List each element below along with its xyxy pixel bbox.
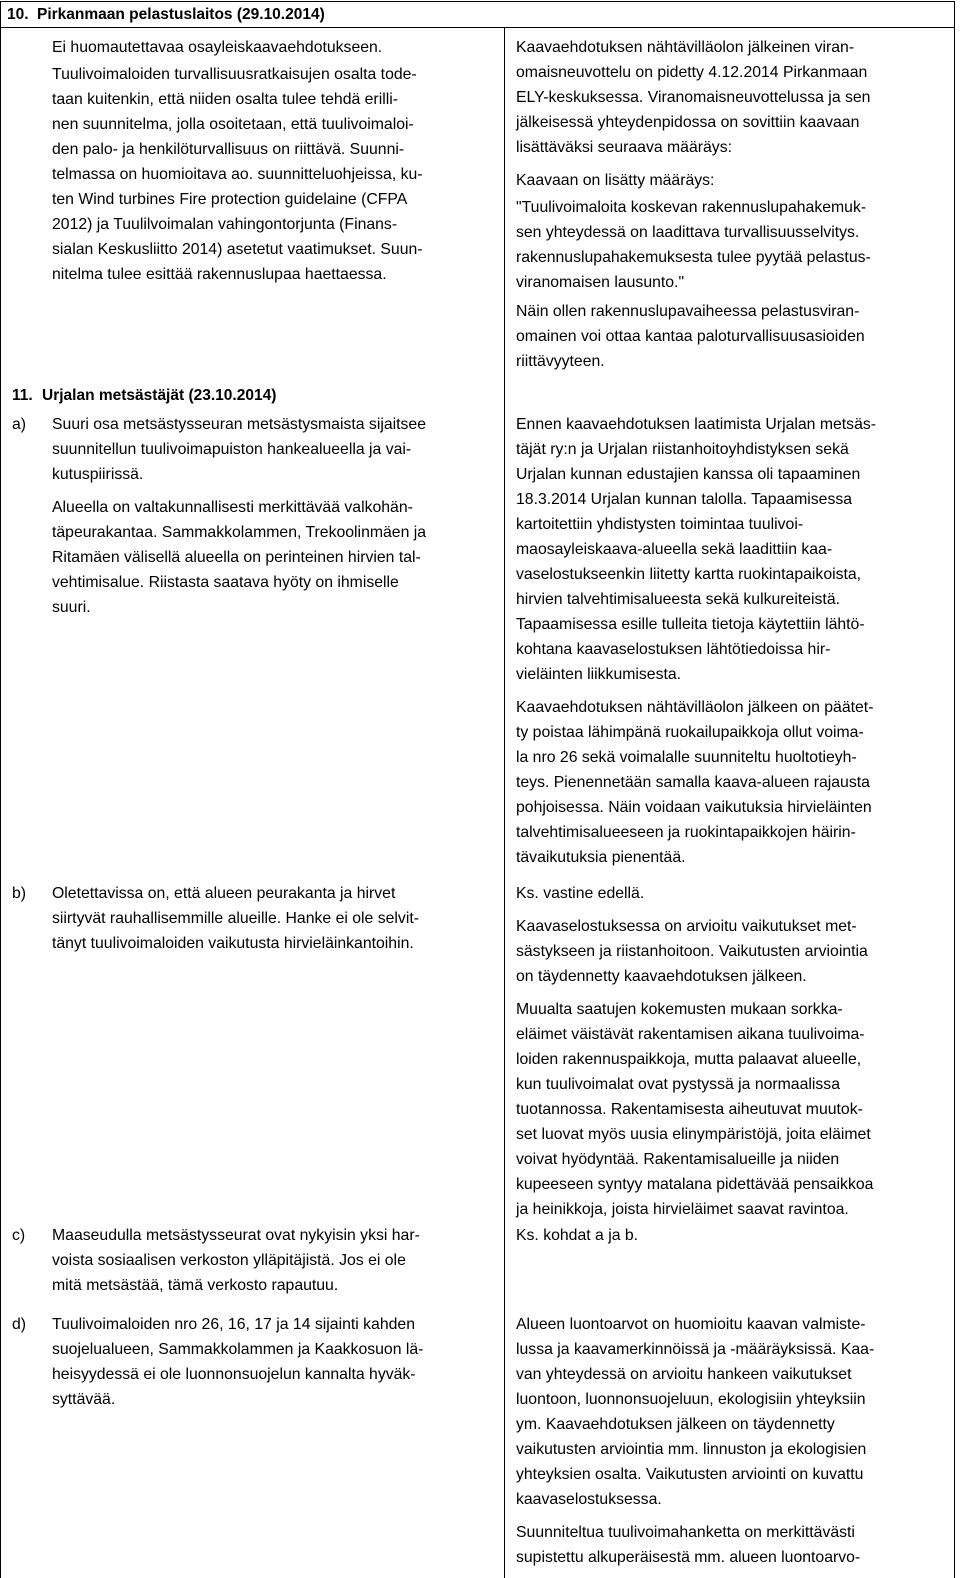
item-comment [52, 881, 512, 964]
item-label: c) [12, 1227, 26, 1244]
paragraph: Ks. kohdat a ja b. [516, 1227, 639, 1244]
paragraph: Kaavaan on lisätty määräys: [516, 172, 715, 189]
section11-item-c-response [516, 1223, 951, 1256]
paragraph: Maaseudulla metsästysseurat ovat nykyisin yksi har- voista sosiaalisen verkoston ylläpitäjistä. Jos ei ole mitä metsästää, tämä verkosto rapautuu. [52, 1227, 420, 1294]
table-top-border [0, 1, 955, 2]
item-label: d) [12, 1316, 27, 1333]
section11-heading [12, 386, 276, 406]
paragraph: Ks. vastine edellä. [516, 885, 645, 902]
section11-title: Urjalan metsästäjät (23.10.2014) [42, 387, 277, 404]
section10-number: 10. [7, 6, 29, 23]
paragraph: Näin ollen rakennuslupavaiheessa pelastusviran- omainen voi ottaa kantaa paloturvallisuusasioiden riittävyyteen. [516, 303, 865, 370]
item-comment [52, 1223, 512, 1306]
item-comment [52, 1312, 512, 1420]
paragraph: "Tuulivoimaloita koskevan rakennuslupahakemuk- sen yhteydessä on laadittava turvallisuusselvitys. rakennuslupahakemuksesta tulee pyytää pelastus- viranomaisen lausunto." [516, 199, 871, 291]
paragraph: Kaavaehdotuksen nähtävilläolon jälkeen on päätet- ty poistaa lähimpänä ruokailupaikkoja ollut voima- la nro 26 sekä voimalalle suunniteltu huoltotieyh- teys. Pienennetään samalla kaava-alueen rajausta pohjoisessa. Näin voidaan vaikutuksia hirvieläinten talvehtimisalueeseen ja ruokintapaikkojen häirin- tävaikutuksia pienentää. [516, 699, 874, 866]
paragraph: Suunniteltua tuulivoimahanketta on merkittävästi supistettu alkuperäisestä mm. alueen luontoarvo- [516, 1524, 861, 1566]
section11-item-a-response [516, 412, 951, 878]
section10-comment [52, 35, 502, 295]
item-label: a) [12, 416, 27, 433]
section10-heading [7, 5, 325, 25]
paragraph: Alueen luontoarvot on huomioitu kaavan valmiste- lussa ja kaavamerkinnöissä ja -määräyksissä. Kaa- van yhteydessä on arvioitu hankeen vaikutukset luontoon, luonnonsuojeluun, ekologisiin yhteyksiin ym. Kaavaehdotuksen jälkeen on täydennetty vaikutusten arviointia mm. linnuston ja ekologisien yhteyksien osalta. Vaikutusten arviointi on kuvattu kaavaselostuksessa. [516, 1316, 875, 1508]
paragraph: Ei huomautettavaa osayleiskaavaehdotukseen. [52, 39, 383, 56]
paragraph: Kaavaehdotuksen nähtävilläolon jälkeinen viran- omaisneuvottelu on pidetty 4.12.2014 Pirkanmaan ELY-keskuksessa. Viranomaisneuvottelussa ja sen jälkeisessä yhteydenpidossa on sovittiin kaavaan lisättäväksi seuraava määräys: [516, 39, 871, 156]
table-right-border [954, 1, 955, 1578]
section10-header-divider [0, 27, 955, 28]
item-comment [52, 412, 512, 628]
section10-response [516, 35, 951, 382]
paragraph: Ennen kaavaehdotuksen laatimista Urjalan metsäs- täjät ry:n ja Urjalan riistanhoitoyhdistyksen sekä Urjalan kunnan edustajien kanssa oli tapaaminen 18.3.2014 Urjalan kunnan talolla. Tapaamisessa kartoitettiin yhdistysten toimintaa tuulivoi- maosayleiskaava-alueella sekä laadittiin kaa- vaselostukseenkin liitetty kartta ruokintapaikoista, hirvien talvehtimisalueesta sekä kulkureiteistä. Tapaamisessa esille tulleita tietoja käytettiin lähtö- kohtana kaavaselostuksen lähtötiedoissa hir- vieläinten liikkumisesta. [516, 416, 877, 683]
paragraph: Alueella on valtakunnallisesti merkittävää valkohän- täpeurakantaa. Sammakkolammen, Trekoolinmäen ja Ritamäen välisellä alueella on perinteinen hirvien tal- vehtimisalue. Riistasta saatava hyöty on ihmiselle suuri. [52, 499, 427, 616]
paragraph: Tuulivoimaloiden nro 26, 16, 17 ja 14 sijainti kahden suojelualueen, Sammakkolammen ja Kaakkosuon lä- heisyydessä ei ole luonnonsuojelun kannalta hyväk- syttävää. [52, 1316, 424, 1408]
paragraph: Suuri osa metsästysseuran metsästysmaista sijaitsee suunnitellun tuulivoimapuiston hankealueella ja vai- kutuspiirissä. [52, 416, 427, 483]
section11-item-b-response [516, 881, 951, 1230]
item-label: b) [12, 885, 27, 902]
section11-item-d-response [516, 1312, 951, 1578]
section11-number: 11. [12, 387, 33, 404]
section10-title: Pirkanmaan pelastuslaitos (29.10.2014) [37, 6, 325, 23]
paragraph: Muualta saatujen kokemusten mukaan sorkka- eläimet väistävät rakentamisen aikana tuulivoima- loiden rakennuspaikkoja, mutta palaavat alueelle, kun tuulivoimalat ovat pystyssä ja normaalissa tuotannossa. Rakentamisesta aiheutuvat muutok- set luovat myös uusia elinympäristöjä, joita eläimet voivat hyödyntää. Rakentamisalueille ja niiden kupeeseen syntyy matalana pidettävää pensaikkoa ja heinikkoja, joista hirvieläimet saavat ravintoa. [516, 1001, 874, 1218]
paragraph: Oletettavissa on, että alueen peurakanta ja hirvet siirtyvät rauhallisemmille alueille. Hanke ei ole selvit- tänyt tuulivoimaloiden vaikutusta hirvieläinkantoihin. [52, 885, 419, 952]
table-left-border [0, 1, 1, 1578]
paragraph: Kaavaselostuksessa on arvioitu vaikutukset met- sästykseen ja riistanhoitoon. Vaikutusten arviointia on täydennetty kaavaehdotuksen jälkeen. [516, 918, 868, 985]
paragraph: Tuulivoimaloiden turvallisuusratkaisujen osalta tode- taan kuitenkin, että niiden osalta tulee tehdä erilli- nen suunnitelma, jolla osoitetaan, että tuulivoimaloi- den palo- ja henkilöturvallisuus on riittävä. Suunni- telmassa on huomioitava ao. suunnitteluohjeissa, ku- ten Wind turbines Fire protection guidelaine (CFPA 2012) ja Tuulilvoimalan vahingontorjunta (Finans- sialan Keskusliitto 2014) asetetut vaatimukset. Suun- nitelma tulee esittää rakennuslupaa haettaessa. [52, 66, 423, 283]
